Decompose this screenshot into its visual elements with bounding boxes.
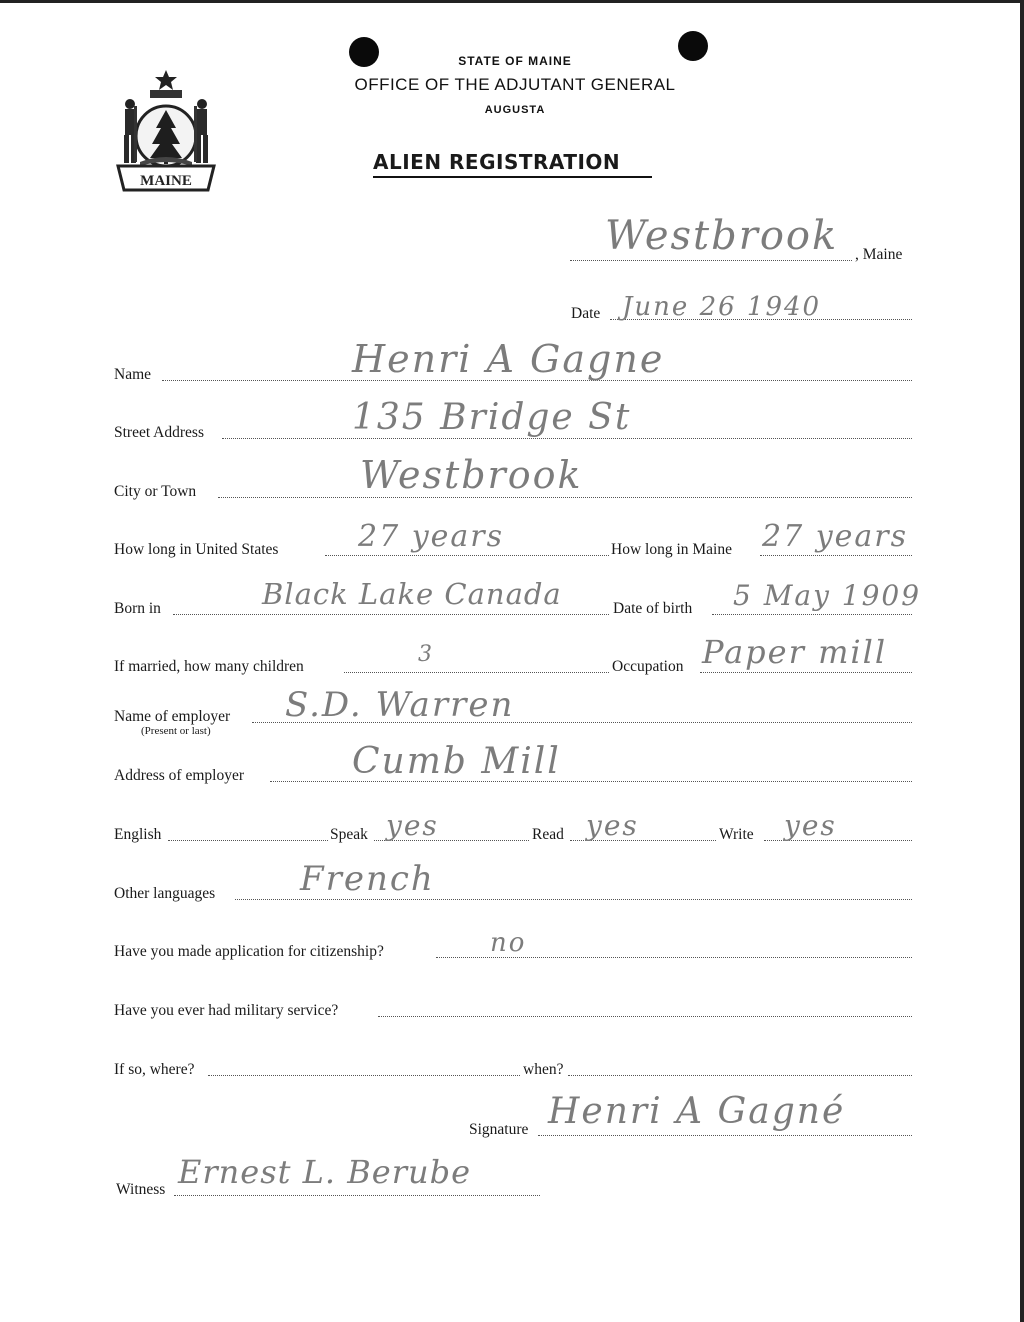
street-address-value: 135 Bridge St xyxy=(352,397,632,438)
scan-border-right xyxy=(1020,0,1024,1322)
speak-value: yes xyxy=(386,809,439,842)
other-languages-label: Other languages xyxy=(114,885,216,902)
if-so-where-label: If so, where? xyxy=(114,1061,195,1078)
date-value: June 26 1940 xyxy=(622,292,822,322)
city-value: Westbrook xyxy=(360,453,583,497)
other-languages-line xyxy=(235,899,912,900)
occupation-value: Paper mill xyxy=(702,633,888,671)
citizenship-label: Have you made application for citizenship? xyxy=(114,943,384,960)
town-value: Westbrook xyxy=(605,213,839,259)
city-line xyxy=(218,497,912,498)
write-value: yes xyxy=(784,809,837,842)
date-of-birth-value: 5 May 1909 xyxy=(733,579,922,612)
read-label: Read xyxy=(532,826,564,843)
how-long-maine-label: How long in Maine xyxy=(611,541,732,558)
employer-address-label: Address of employer xyxy=(114,767,244,784)
how-long-maine-line xyxy=(760,555,912,556)
if-so-where-line xyxy=(208,1075,520,1076)
english-line xyxy=(168,840,328,841)
occupation-label: Occupation xyxy=(612,658,684,675)
maine-state-seal xyxy=(112,66,220,194)
date-of-birth-line xyxy=(712,614,912,615)
office-heading: OFFICE OF THE ADJUTANT GENERAL xyxy=(354,75,676,94)
signature-label: Signature xyxy=(469,1121,529,1138)
military-label: Have you ever had military service? xyxy=(114,1002,339,1019)
occupation-line xyxy=(700,672,912,673)
form-title: ALIEN REGISTRATION xyxy=(373,150,621,174)
city-label: City or Town xyxy=(114,483,197,500)
children-label: If married, how many children xyxy=(114,658,304,675)
signature-value: Henri A Gagné xyxy=(548,1091,846,1132)
citizenship-value: no xyxy=(490,928,527,958)
born-in-value: Black Lake Canada xyxy=(262,577,562,611)
street-address-line xyxy=(222,438,912,439)
town-line xyxy=(570,260,852,261)
read-value: yes xyxy=(586,809,639,842)
date-of-birth-label: Date of birth xyxy=(613,600,693,617)
children-line xyxy=(344,672,609,673)
write-label: Write xyxy=(719,826,754,843)
how-long-us-label: How long in United States xyxy=(114,541,279,558)
witness-value: Ernest L. Berube xyxy=(178,1153,472,1191)
employer-value: S.D. Warren xyxy=(285,685,515,725)
military-line xyxy=(378,1016,912,1017)
born-in-label: Born in xyxy=(114,600,161,617)
other-languages-value: French xyxy=(300,859,435,899)
maine-label: , Maine xyxy=(855,246,903,263)
signature-line xyxy=(538,1135,912,1136)
name-label: Name xyxy=(114,366,152,383)
witness-line xyxy=(174,1195,540,1196)
seal-banner-text: MAINE xyxy=(140,173,192,189)
employer-label: Name of employer xyxy=(114,708,231,725)
born-in-line xyxy=(173,614,609,615)
street-address-label: Street Address xyxy=(114,424,204,441)
date-label: Date xyxy=(571,305,601,322)
how-long-us-line xyxy=(325,555,609,556)
city-heading: AUGUSTA xyxy=(484,104,546,116)
witness-label: Witness xyxy=(116,1181,166,1198)
how-long-us-value: 27 years xyxy=(358,519,505,554)
how-long-maine-value: 27 years xyxy=(762,519,909,554)
speak-label: Speak xyxy=(330,826,368,843)
employer-note: (Present or last) xyxy=(141,725,211,737)
name-value: Henri A Gagne xyxy=(352,337,665,381)
title-underline xyxy=(373,176,652,178)
employer-address-value: Cumb Mill xyxy=(352,741,561,782)
when-label: when? xyxy=(523,1061,564,1078)
scan-border-top xyxy=(0,0,1024,3)
english-label: English xyxy=(114,826,162,843)
children-value: 3 xyxy=(418,642,434,667)
when-line xyxy=(568,1075,912,1076)
state-heading: STATE OF MAINE xyxy=(458,54,572,68)
